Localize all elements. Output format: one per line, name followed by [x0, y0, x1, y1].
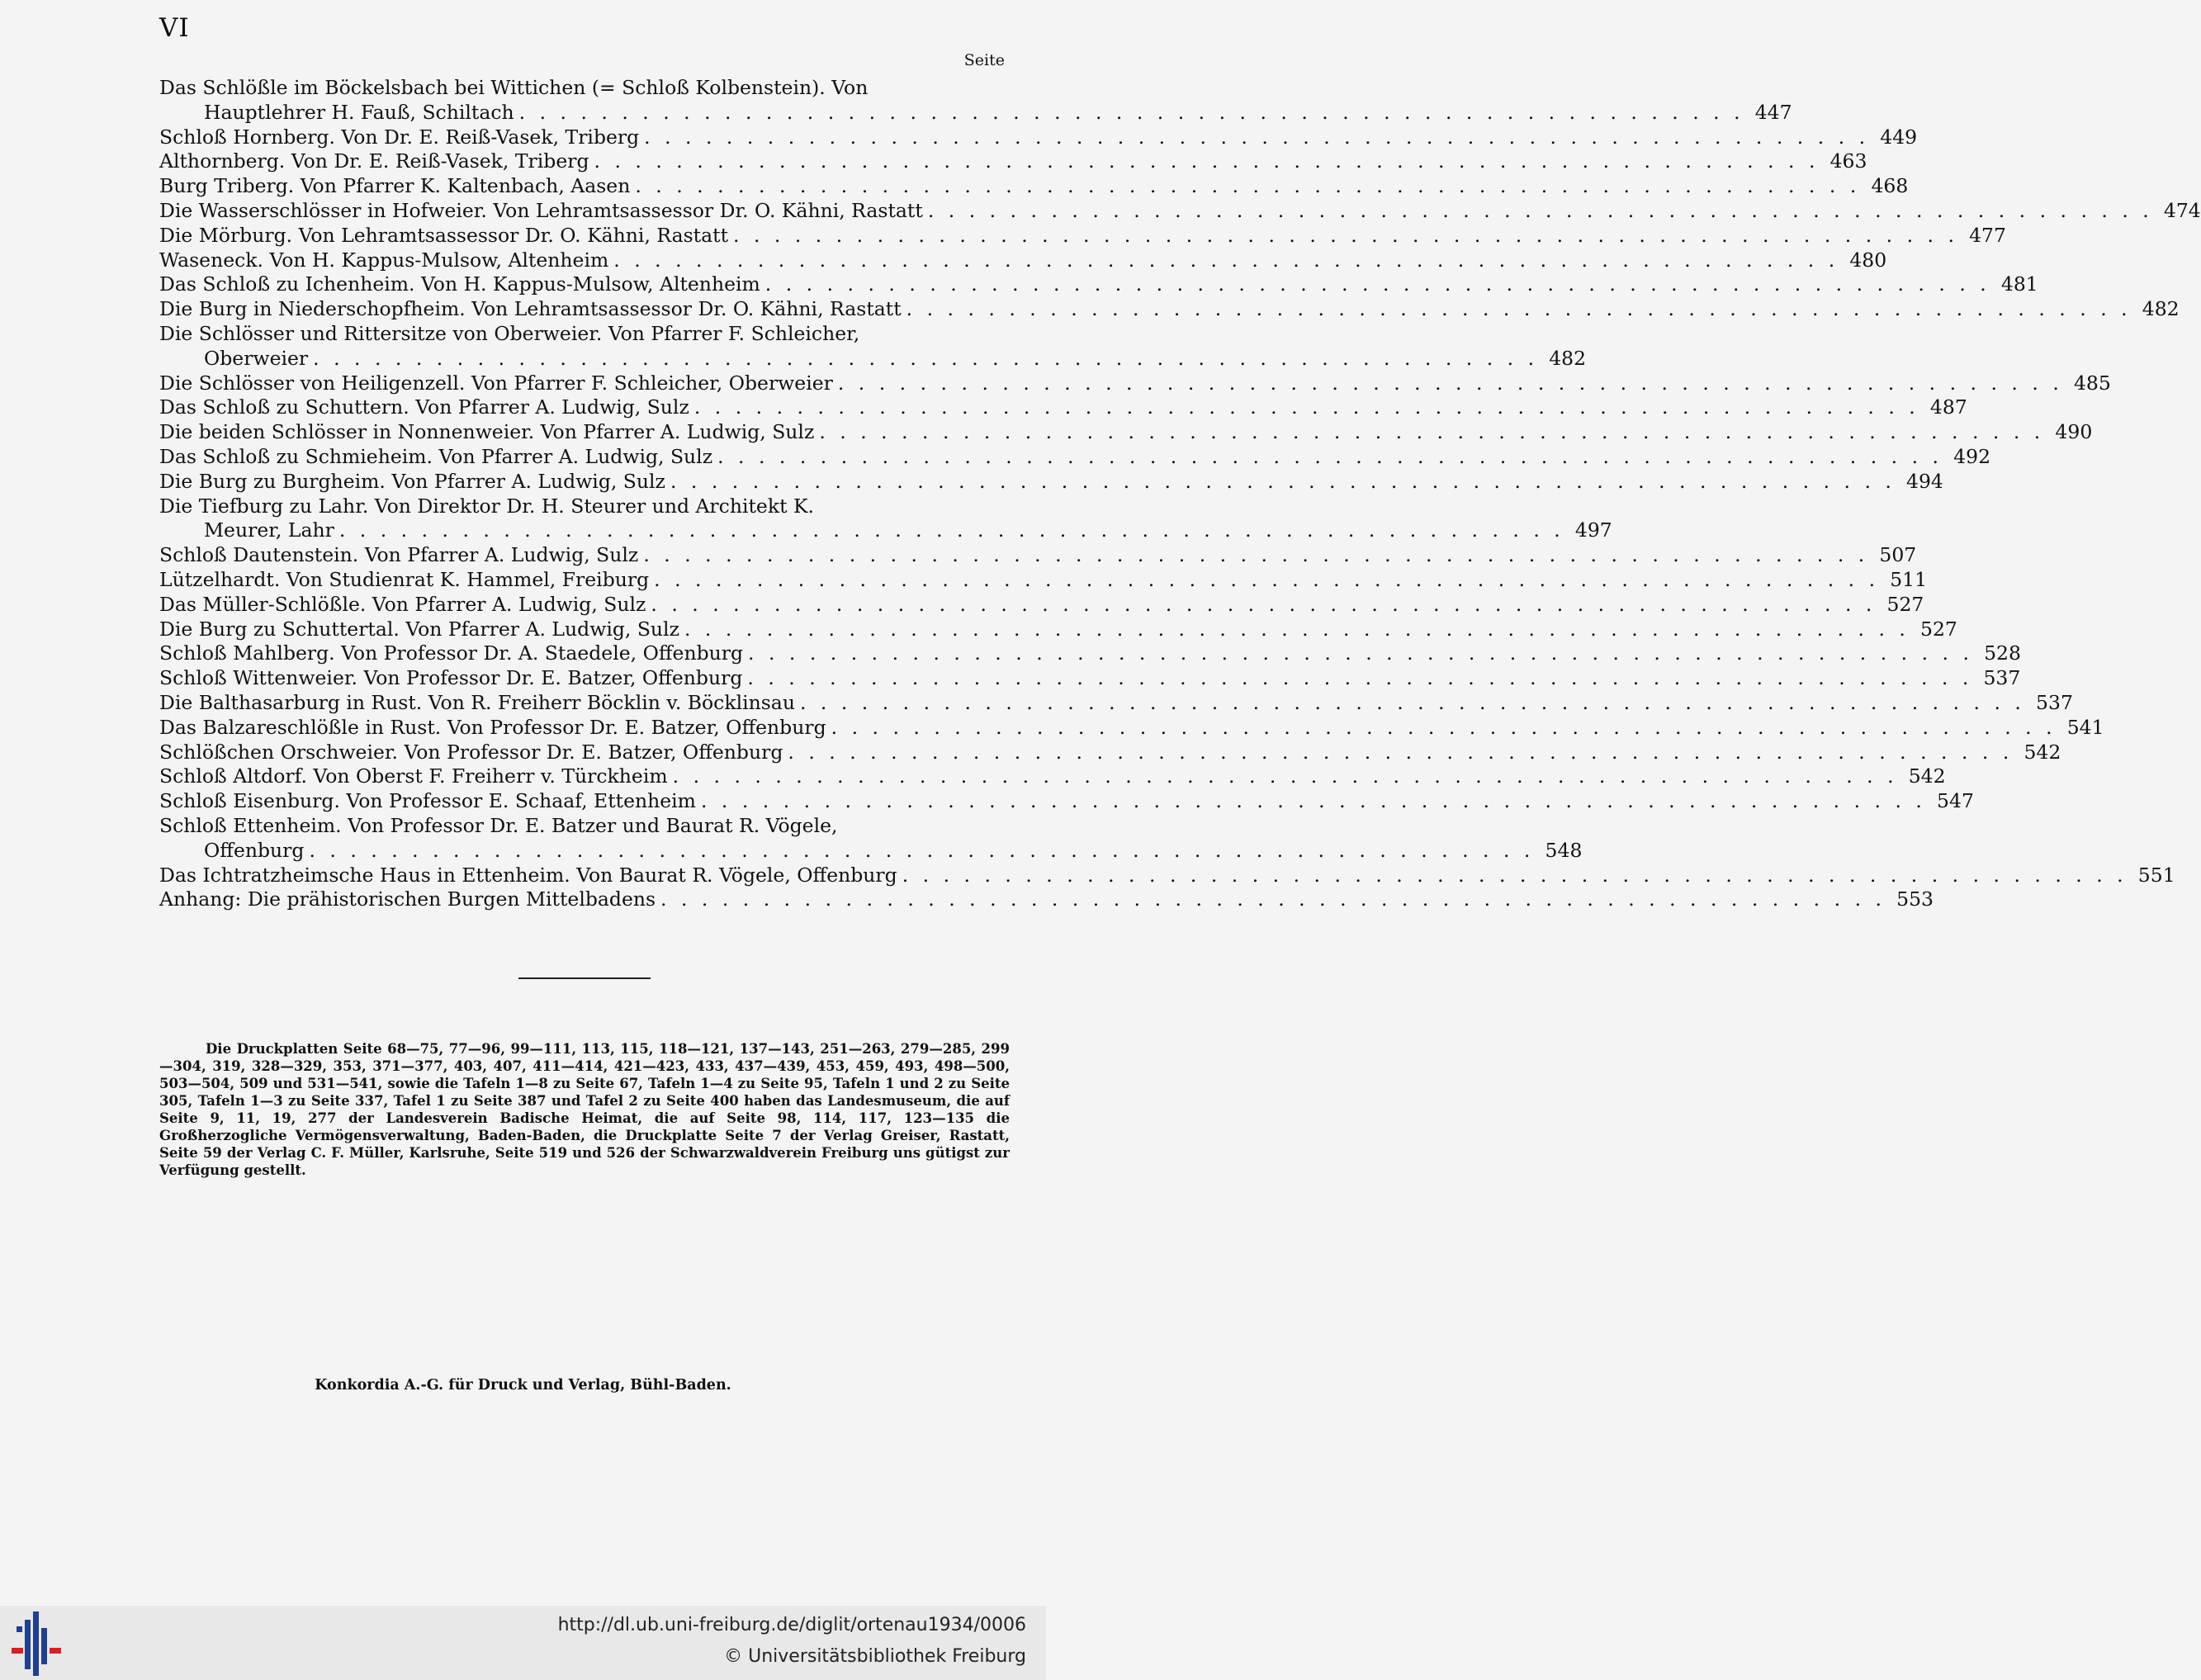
dot-leader: . . . . . . . . . . . . . . . . . . . . . . . . . . . . . . . . . . . . . . . . . . . . . . . . . . . . . . . . . . . . — [819, 420, 2045, 444]
dot-leader: . . . . . . . . . . . . . . . . . . . . . . . . . . . . . . . . . . . . . . . . . . . . . . . . . . . . . . . . . . . . — [644, 125, 1870, 149]
toc-entry — [159, 272, 2038, 297]
toc-entry-text: Meurer, Lahr — [204, 518, 334, 542]
dot-leader: . . . . . . . . . . . . . . . . . . . . . . . . . . . . . . . . . . . . . . . . . . . . . . . . . . . . . . . . . . . . — [693, 395, 1919, 419]
dot-leader: . . . . . . . . . . . . . . . . . . . . . . . . . . . . . . . . . . . . . . . . . . . . . . . . . . . . . . . . . . . . — [594, 149, 1820, 173]
toc-entry-line — [159, 567, 1928, 593]
toc-entry-text: Das Ichtratzheimsche Haus in Ettenheim. Von Baurat R. Vögele, Offenburg — [159, 863, 897, 887]
toc-entry — [159, 297, 2180, 322]
toc-entry-line — [159, 223, 2006, 248]
dot-leader: . . . . . . . . . . . . . . . . . . . . . . . . . . . . . . . . . . . . . . . . . . . . . . . . . . . . . . . . . . . . — [831, 715, 2057, 739]
toc-entry-text: Das Schloß zu Schmieheim. Von Pfarrer A. Ludwig, Sulz — [159, 444, 713, 468]
toc-entry-text: Das Schloß zu Ichenheim. Von H. Kappus-Mulsow, Altenheim — [159, 272, 760, 296]
dot-leader: . . . . . . . . . . . . . . . . . . . . . . . . . . . . . . . . . . . . . . . . . . . . . . . . . . . . . . . . . . . . — [651, 592, 1877, 616]
toc-entry-text: Die Tiefburg zu Lahr. Von Direktor Dr. H. Steurer und Architekt K. — [159, 494, 815, 518]
toc-entry-text: Das Schlößle im Böckelsbach bei Wittichen (= Schloß Kolbenstein). Von — [159, 76, 869, 99]
toc-entry-line — [159, 518, 1612, 543]
dot-leader: . . . . . . . . . . . . . . . . . . . . . . . . . . . . . . . . . . . . . . . . . . . . . . . . . . . . . . . . . . . . — [733, 223, 1958, 247]
dot-leader: . . . . . . . . . . . . . . . . . . . . . . . . . . . . . . . . . . . . . . . . . . . . . . . . . . . . . . . . . . . . — [338, 518, 1564, 542]
toc-page-number: 551 — [2137, 863, 2175, 887]
toc-page-number: 482 — [2142, 297, 2180, 321]
dot-leader: . . . . . . . . . . . . . . . . . . . . . . . . . . . . . . . . . . . . . . . . . . . . . . . . . . . . . . . . . . . . — [684, 617, 1910, 641]
toc-entry-line — [159, 469, 1943, 495]
toc-entry-line — [159, 690, 2073, 716]
toc-entry-text: Die Schlösser von Heiligenzell. Von Pfarrer F. Schleicher, Oberweier — [159, 371, 833, 395]
toc-entry-line — [159, 272, 2038, 297]
toc-entry-line — [159, 764, 1946, 789]
ub-freiburg-logo-icon — [12, 1611, 69, 1676]
page-column-header: Seite — [963, 51, 1005, 69]
toc-page-number: 527 — [1886, 592, 1924, 616]
toc-entry-text: Burg Triberg. Von Pfarrer K. Kaltenbach, Aasen — [159, 174, 631, 198]
toc-entry — [159, 740, 2061, 765]
dot-leader: . . . . . . . . . . . . . . . . . . . . . . . . . . . . . . . . . . . . . . . . . . . . . . . . . . . . . . . . . . . . — [747, 666, 1973, 690]
toc-entry-line — [159, 863, 2175, 888]
toc-page-number: 494 — [1906, 469, 1943, 493]
toc-entry — [159, 395, 1967, 420]
toc-entry-text: Die Burg zu Burgheim. Von Pfarrer A. Ludwig, Sulz — [159, 469, 665, 493]
toc-entry-line — [159, 617, 1957, 642]
toc-entry-line — [159, 666, 2021, 691]
toc-entry-line — [159, 371, 2111, 396]
dot-leader: . . . . . . . . . . . . . . . . . . . . . . . . . . . . . . . . . . . . . . . . . . . . . . . . . . . . . . . . . . . . — [643, 543, 1869, 567]
toc-entry-line — [159, 395, 1967, 420]
toc-entry-text: Die Schlösser und Rittersitze von Oberweier. Von Pfarrer F. Schleicher, — [159, 321, 860, 345]
toc-page-number: 482 — [1549, 346, 1587, 370]
toc-entry-line — [159, 495, 1006, 519]
toc-page-number: 542 — [2024, 740, 2061, 764]
toc-entry-text: Lützelhardt. Von Studienrat K. Hammel, Freiburg — [159, 567, 650, 591]
toc-entry — [159, 764, 1946, 789]
toc-entry-text: Schloß Altdorf. Von Oberst F. Freiherr v. Türckheim — [159, 764, 668, 788]
toc-entry — [159, 690, 2073, 716]
page-number: VI — [159, 13, 190, 43]
toc-entry — [159, 617, 1957, 642]
dot-leader: . . . . . . . . . . . . . . . . . . . . . . . . . . . . . . . . . . . . . . . . . . . . . . . . . . . . . . . . . . . . — [670, 469, 1896, 493]
toc-entry-text: Hauptlehrer H. Fauß, Schiltach — [204, 100, 514, 124]
toc-page-number: 541 — [2066, 715, 2104, 739]
toc-entry — [159, 887, 1934, 912]
toc-page-number: 528 — [1984, 641, 2021, 665]
toc-entry — [159, 125, 1918, 150]
note-text: Die Druckplatten Seite 68—75, 77—96, 99—111, 113, 115, 118—121, 137—143, 251—263, 279—285, 299—304, 319, 328—329, 353, 371—377, 403, 407, 411—414, 421—423, 433, 437—439, 453, 459, 493, 498—500, 503—504, 509 und 531—541, sowie die Tafeln 1—8 zu Seite 67, Tafeln 1—4 zu Seite 95, Tafeln 1 und 2 zu Seite 305, Tafeln 1—3 zu Seite 337, Tafel 1 zu Seite 387 und Tafel 2 zu Seite 400 haben das Landesmuseum, die auf Seite 9, 11, 19, 277 der Landesverein Badische Heimat, die auf Seite 98, 114, 117, 123—135 die Großherzogliche Vermögensverwaltung, Baden-Baden, die Druckplatte Seite 7 der Verlag Greiser, Rastatt, Seite 59 der Verlag C. F. Müller, Karlsruhe, Seite 519 und 526 der Schwarzwaldverein Freiburg uns gütigst zur Verfügung gestellt. — [159, 1041, 1010, 1178]
toc-entry-text: Die Burg zu Schuttertal. Von Pfarrer A. Ludwig, Sulz — [159, 617, 679, 641]
toc-entry-line — [159, 740, 2061, 765]
dot-leader: . . . . . . . . . . . . . . . . . . . . . . . . . . . . . . . . . . . . . . . . . . . . . . . . . . . . . . . . . . . . — [700, 789, 1926, 813]
toc-entry — [159, 321, 1587, 371]
toc-page-number: 537 — [1983, 666, 2021, 690]
toc-entry-text: Schloß Hornberg. Von Dr. E. Reiß-Vasek, Triberg — [159, 125, 640, 149]
toc-entry-line — [159, 715, 2104, 741]
toc-entry-text: Schloß Wittenweier. Von Professor Dr. E. Batzer, Offenburg — [159, 666, 743, 690]
toc-entry-text: Anhang: Die prähistorischen Burgen Mittelbadens — [159, 887, 656, 911]
toc-page-number: 468 — [1871, 174, 1909, 198]
toc-page-number: 481 — [2000, 272, 2038, 296]
printing-plates-note — [159, 1040, 1010, 1179]
toc-entry — [159, 223, 2006, 248]
toc-page-number: 548 — [1545, 838, 1583, 862]
printer-imprint: Konkordia A.-G. für Druck und Verlag, Bühl-Baden. — [315, 1377, 731, 1394]
toc-entry-line — [159, 346, 1587, 371]
toc-page-number: 542 — [1908, 764, 1946, 788]
toc-entry — [159, 494, 1612, 544]
toc-entry-text: Schlößchen Orschweier. Von Professor Dr. E. Batzer, Offenburg — [159, 740, 783, 764]
toc-entry — [159, 444, 1991, 470]
toc-entry-text: Oberweier — [204, 346, 309, 370]
toc-entry-text: Das Balzareschlößle in Rust. Von Professor Dr. E. Batzer, Offenburg — [159, 715, 826, 739]
toc-page-number: 487 — [1929, 395, 1967, 419]
dot-leader: . . . . . . . . . . . . . . . . . . . . . . . . . . . . . . . . . . . . . . . . . . . . . . . . . . . . . . . . . . . . — [635, 174, 1861, 198]
toc-entry-text: Das Müller-Schlößle. Von Pfarrer A. Ludwig, Sulz — [159, 592, 646, 616]
toc-page-number: 449 — [1880, 125, 1918, 149]
toc-page-number: 477 — [1969, 223, 2006, 247]
toc-entry — [159, 543, 1917, 568]
toc-page-number: 480 — [1849, 248, 1887, 272]
dot-leader: . . . . . . . . . . . . . . . . . . . . . . . . . . . . . . . . . . . . . . . . . . . . . . . . . . . . . . . . . . . . — [788, 740, 2014, 764]
toc-entry — [159, 813, 1583, 864]
toc-page-number: 537 — [2036, 690, 2073, 714]
separator-rule — [518, 977, 651, 979]
toc-entry-line — [159, 297, 2180, 322]
toc-entry-text: Offenburg — [204, 838, 305, 862]
dot-leader: . . . . . . . . . . . . . . . . . . . . . . . . . . . . . . . . . . . . . . . . . . . . . . . . . . . . . . . . . . . . — [764, 272, 1990, 296]
toc-entry-line — [159, 174, 1909, 199]
table-of-contents — [159, 76, 2201, 912]
toc-entry-line — [159, 887, 1934, 912]
footer-copyright: © Universitätsbibliothek Freiburg — [724, 1646, 1026, 1667]
toc-entry — [159, 174, 1909, 199]
toc-entry-line — [159, 592, 1924, 618]
toc-entry-line — [159, 76, 1006, 101]
toc-page-number: 492 — [1953, 444, 1991, 468]
dot-leader: . . . . . . . . . . . . . . . . . . . . . . . . . . . . . . . . . . . . . . . . . . . . . . . . . . . . . . . . . . . . — [927, 198, 2153, 222]
toc-entry-text: Waseneck. Von H. Kappus-Mulsow, Altenheim — [159, 248, 609, 272]
toc-entry-line — [159, 322, 1006, 347]
toc-entry-text: Schloß Eisenburg. Von Professor E. Schaaf, Ettenheim — [159, 789, 696, 813]
toc-page-number: 485 — [2073, 371, 2111, 395]
dot-leader: . . . . . . . . . . . . . . . . . . . . . . . . . . . . . . . . . . . . . . . . . . . . . . . . . . . . . . . . . . . . — [654, 567, 1880, 591]
dot-leader: . . . . . . . . . . . . . . . . . . . . . . . . . . . . . . . . . . . . . . . . . . . . . . . . . . . . . . . . . . . . — [717, 444, 1943, 468]
toc-page-number: 447 — [1754, 100, 1792, 124]
dot-leader: . . . . . . . . . . . . . . . . . . . . . . . . . . . . . . . . . . . . . . . . . . . . . . . . . . . . . . . . . . . . — [799, 690, 2025, 714]
toc-entry-text: Althornberg. Von Dr. E. Reiß-Vasek, Triberg — [159, 149, 589, 173]
dot-leader: . . . . . . . . . . . . . . . . . . . . . . . . . . . . . . . . . . . . . . . . . . . . . . . . . . . . . . . . . . . . — [518, 100, 1744, 124]
toc-entry-line — [159, 814, 1006, 839]
toc-page-number: 547 — [1937, 789, 1974, 813]
toc-page-number: 497 — [1574, 518, 1612, 542]
toc-page-number: 490 — [2055, 420, 2093, 444]
toc-entry-line — [159, 444, 1991, 470]
toc-entry-text: Die Mörburg. Von Lehramtsassessor Dr. O. Kähni, Rastatt — [159, 223, 729, 247]
toc-entry-text: Schloß Ettenheim. Von Professor Dr. E. Batzer und Baurat R. Vögele, — [159, 813, 838, 837]
toc-entry-line — [159, 543, 1917, 568]
dot-leader: . . . . . . . . . . . . . . . . . . . . . . . . . . . . . . . . . . . . . . . . . . . . . . . . . . . . . . . . . . . . — [906, 297, 2132, 321]
toc-entry — [159, 863, 2175, 888]
footer-url-link[interactable]: http://dl.ub.uni-freiburg.de/diglit/ortenau1934/0006 — [557, 1615, 1026, 1635]
toc-page-number: 527 — [1920, 617, 1957, 641]
toc-entry — [159, 469, 1943, 495]
toc-entry-text: Die Balthasarburg in Rust. Von R. Freiherr Böcklin v. Böcklinsau — [159, 690, 795, 714]
toc-entry — [159, 198, 2201, 224]
toc-entry-text: Die beiden Schlösser in Nonnenweier. Von Pfarrer A. Ludwig, Sulz — [159, 420, 815, 444]
toc-entry — [159, 567, 1928, 593]
toc-entry-text: Schloß Mahlberg. Von Professor Dr. A. Staedele, Offenburg — [159, 641, 744, 665]
dot-leader: . . . . . . . . . . . . . . . . . . . . . . . . . . . . . . . . . . . . . . . . . . . . . . . . . . . . . . . . . . . . — [613, 248, 1839, 272]
toc-entry-line — [159, 838, 1583, 864]
dot-leader: . . . . . . . . . . . . . . . . . . . . . . . . . . . . . . . . . . . . . . . . . . . . . . . . . . . . . . . . . . . . — [748, 641, 1973, 665]
toc-page-number: 507 — [1879, 543, 1917, 567]
toc-entry-text: Das Schloß zu Schuttern. Von Pfarrer A. Ludwig, Sulz — [159, 395, 689, 419]
toc-entry — [159, 715, 2104, 741]
dot-leader: . . . . . . . . . . . . . . . . . . . . . . . . . . . . . . . . . . . . . . . . . . . . . . . . . . . . . . . . . . . . — [837, 371, 2063, 395]
dot-leader: . . . . . . . . . . . . . . . . . . . . . . . . . . . . . . . . . . . . . . . . . . . . . . . . . . . . . . . . . . . . — [309, 838, 1535, 862]
toc-entry-text: Schloß Dautenstein. Von Pfarrer A. Ludwig, Sulz — [159, 543, 639, 567]
toc-entry-line — [159, 789, 1974, 814]
toc-entry-line — [159, 248, 1887, 273]
toc-entry — [159, 371, 2111, 396]
dot-leader: . . . . . . . . . . . . . . . . . . . . . . . . . . . . . . . . . . . . . . . . . . . . . . . . . . . . . . . . . . . . — [313, 346, 1539, 370]
toc-entry — [159, 641, 2021, 666]
toc-page-number: 511 — [1890, 567, 1928, 591]
toc-entry-line — [159, 149, 1867, 174]
toc-entry-line — [159, 198, 2201, 224]
toc-entry — [159, 76, 1792, 125]
dot-leader: . . . . . . . . . . . . . . . . . . . . . . . . . . . . . . . . . . . . . . . . . . . . . . . . . . . . . . . . . . . . — [660, 887, 1886, 911]
toc-entry — [159, 149, 1867, 174]
toc-page-number: 463 — [1829, 149, 1867, 173]
toc-page-number: 553 — [1896, 887, 1934, 911]
toc-entry — [159, 789, 1974, 814]
toc-entry-line — [159, 641, 2021, 666]
toc-page-number: 474 — [2163, 198, 2201, 222]
dot-leader: . . . . . . . . . . . . . . . . . . . . . . . . . . . . . . . . . . . . . . . . . . . . . . . . . . . . . . . . . . . . — [672, 764, 1898, 788]
dot-leader: . . . . . . . . . . . . . . . . . . . . . . . . . . . . . . . . . . . . . . . . . . . . . . . . . . . . . . . . . . . . — [902, 863, 2128, 887]
toc-entry-line — [159, 100, 1792, 125]
toc-entry-line — [159, 420, 2093, 445]
toc-entry — [159, 666, 2021, 691]
toc-entry — [159, 420, 2093, 445]
toc-entry-text: Die Burg in Niederschopfheim. Von Lehramtsassessor Dr. O. Kähni, Rastatt — [159, 297, 902, 321]
toc-entry — [159, 248, 1887, 273]
toc-entry-line — [159, 125, 1918, 150]
toc-entry — [159, 592, 1924, 618]
toc-entry-text: Die Wasserschlösser in Hofweier. Von Lehramtsassessor Dr. O. Kähni, Rastatt — [159, 198, 923, 222]
